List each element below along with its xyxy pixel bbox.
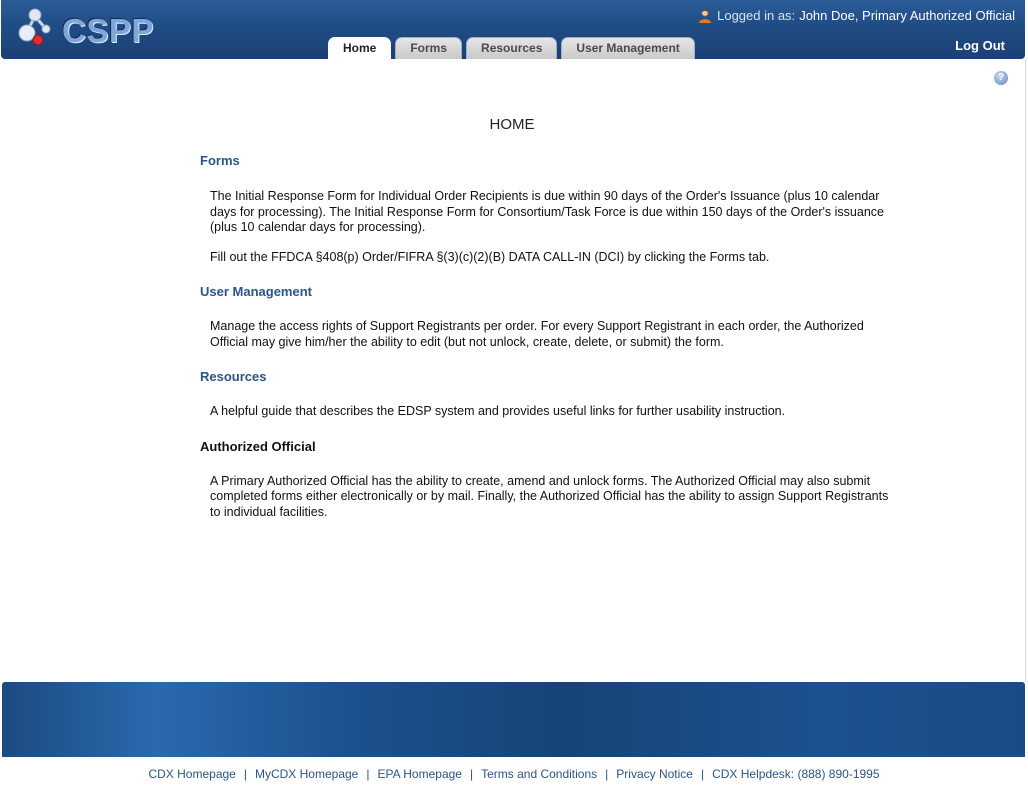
tab-forms[interactable]: Forms <box>395 37 462 59</box>
forms-paragraph-instructions: Fill out the FFDCA §408(p) Order/FIFRA §(3)(c)(2)(B) DATA CALL-IN (DCI) by clicking the Forms tab. <box>210 249 770 264</box>
tab-resources[interactable]: Resources <box>466 37 557 59</box>
footer-separator: | <box>366 767 370 781</box>
footer-link-terms-and-conditions[interactable]: Terms and Conditions <box>481 767 598 781</box>
section-heading-user-management: User Management <box>200 284 312 299</box>
page-title: HOME <box>489 116 535 133</box>
user-icon <box>698 9 712 23</box>
help-icon[interactable]: ? <box>994 71 1008 85</box>
footer-band <box>2 682 1025 757</box>
footer-separator: | <box>700 767 705 781</box>
section-heading-resources: Resources <box>200 369 267 384</box>
footer-link-cdx-helpdesk[interactable]: CDX Helpdesk: (888) 890-1995 <box>712 767 880 781</box>
forms-paragraph-due-dates: The Initial Response Form for Individual Order Recipients is due within 90 days of the Order's Issuance (plus 10 calendar days for processing). The Initial Response Form for Consortium/Task Force is due within 150 days of the Order's issuance (plus 10 calendar days for processing). <box>210 189 884 234</box>
authorized-official-paragraph: A Primary Authorized Official has the ability to create, amend and unlock forms. The Authorized Official may also submit completed forms either electronically or by mail. Finally, the Authorized Official has the ability to assign Support Registrants to individual facilities. <box>210 473 889 519</box>
logout-link[interactable]: Log Out <box>955 38 1005 53</box>
footer-links <box>0 757 1028 785</box>
login-prefix: Logged in as: <box>717 8 796 23</box>
section-heading-forms: Forms <box>200 153 240 168</box>
user-management-paragraph: Manage the access rights of Support Registrants per order. For every Support Registrant in each order, the Authorized Official may give him/her the ability to edit (but not unlock, create, delete, or submit) the form. <box>210 319 864 349</box>
section-heading-authorized-official: Authorized Official <box>200 438 316 454</box>
logo-text: CSPP <box>62 12 154 49</box>
footer-link-mycdx-homepage[interactable]: MyCDX Homepage <box>254 767 359 781</box>
tab-home[interactable]: Home <box>328 37 391 60</box>
resources-paragraph: A helpful guide that describes the EDSP system and provides useful links for further usability instruction. <box>210 404 786 418</box>
home-content <box>200 153 900 520</box>
footer-separator: | <box>469 767 474 781</box>
footer-separator: | <box>605 767 609 781</box>
header-bar <box>1 0 1025 59</box>
login-info <box>698 8 1015 23</box>
footer-link-epa-homepage[interactable]: EPA Homepage <box>377 767 462 781</box>
footer-link-privacy-notice[interactable]: Privacy Notice <box>616 767 693 781</box>
footer-separator: | <box>243 767 247 781</box>
main-tabs <box>328 37 699 59</box>
login-user-name: John Doe, Primary Authorized Official <box>799 8 1015 23</box>
content-border <box>1025 59 1026 682</box>
molecule-logo-icon <box>15 6 59 50</box>
footer-link-cdx-homepage[interactable]: CDX Homepage <box>148 767 236 781</box>
cspp-logo[interactable] <box>15 6 155 50</box>
tab-user-management[interactable]: User Management <box>561 37 694 59</box>
